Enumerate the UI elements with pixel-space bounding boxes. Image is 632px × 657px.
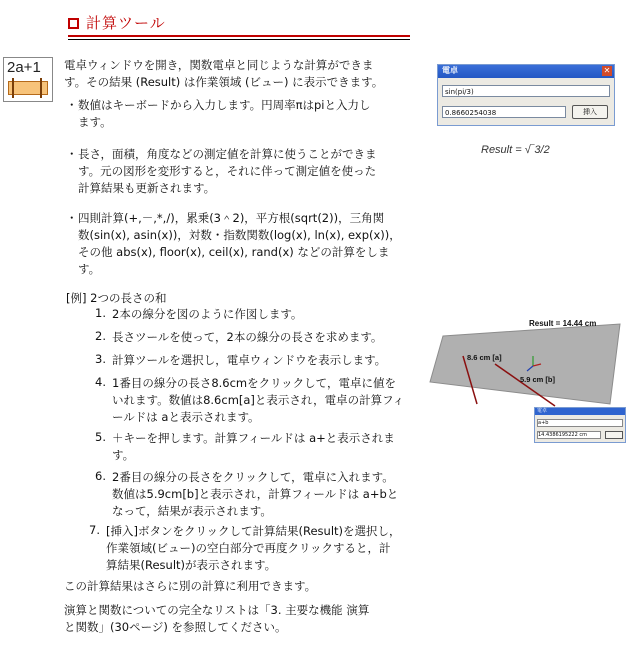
step-text bbox=[112, 375, 412, 426]
bullet-dot: ・ bbox=[66, 147, 78, 161]
tool-icon-label: 2a+1 bbox=[7, 59, 41, 76]
outro-paragraph bbox=[64, 602, 414, 636]
mini-expression-field[interactable]: a+b bbox=[537, 419, 623, 427]
segment-a-label: 8.6 cm [a] bbox=[467, 353, 502, 362]
step-line: ールドは aと表示されます。 bbox=[112, 410, 260, 424]
step-line: 作業領域(ビュー)の空白部分で再度クリックすると，計 bbox=[106, 541, 391, 555]
calculator-tool-icon bbox=[3, 57, 53, 102]
bullet-line: す。 bbox=[78, 262, 101, 276]
bullet-line: 計算結果も更新されます。 bbox=[78, 181, 216, 195]
step-line: 2本の線分を図のように作図します。 bbox=[112, 307, 303, 321]
value-field[interactable]: 0.8660254038 bbox=[442, 106, 566, 118]
bullet-line: その他 abs(x), floor(x), ceil(x), rand(x) などの計算をしま bbox=[78, 245, 390, 259]
work-plane bbox=[430, 324, 620, 404]
step-line: 数値は5.9cm[b]と表示され，計算フィールドは a+bと bbox=[112, 487, 399, 501]
outro-line: 演算と関数についての完全なリストは「3. 主要な機能 演算 bbox=[64, 603, 370, 617]
step-number: 7. bbox=[89, 523, 100, 537]
intro-line: 電卓ウィンドウを開き，関数電卓と同じような計算ができま bbox=[64, 58, 374, 72]
step-line: [挿入]ボタンをクリックして計算結果(Result)を選択し， bbox=[106, 524, 401, 538]
mini-value-field[interactable]: 14.4386195222 cm bbox=[537, 431, 601, 439]
example-heading: [例] 2つの長さの和 bbox=[66, 291, 167, 305]
checkbox-square-icon bbox=[68, 18, 79, 29]
bullet-item bbox=[78, 210, 414, 278]
slider-bar bbox=[8, 81, 48, 95]
step-text bbox=[112, 430, 412, 464]
bullet-dot: ・ bbox=[66, 98, 78, 112]
step-line: なって，結果が表示されます。 bbox=[112, 504, 272, 518]
mini-calculator-window bbox=[534, 407, 626, 443]
step-text bbox=[112, 352, 412, 369]
step-number: 4. bbox=[95, 375, 106, 389]
calculator-titlebar bbox=[438, 65, 614, 78]
bullet-line: 数(sin(x), asin(x))，対数・指数関数(log(x), ln(x), exp(x))， bbox=[78, 228, 401, 242]
step-line: 計算ツールを選択し，電卓ウィンドウを表示します。 bbox=[112, 353, 387, 367]
step-line: ＋キーを押します。計算フィールドは a+と表示されま bbox=[112, 431, 395, 445]
bullet-line: ます。 bbox=[78, 115, 112, 129]
calculator-window bbox=[437, 64, 615, 126]
figure-result-label: Result = 14.44 cm bbox=[529, 319, 597, 328]
header-rule-red bbox=[68, 35, 410, 37]
bullet-item bbox=[78, 97, 414, 131]
mini-insert-button[interactable] bbox=[605, 431, 623, 439]
bullet-item bbox=[78, 146, 414, 197]
section-header bbox=[68, 12, 410, 38]
step-number: 1. bbox=[95, 306, 106, 320]
step-line: いれます。数値は8.6cm[a]と表示され，電卓の計算フィ bbox=[112, 393, 405, 407]
step-number: 5. bbox=[95, 430, 106, 444]
step-text bbox=[106, 523, 414, 574]
expression-field[interactable]: sin(pi/3) bbox=[442, 85, 610, 97]
calculator-title: 電卓 bbox=[442, 66, 458, 75]
bullet-dot: ・ bbox=[66, 211, 78, 225]
step-number: 6. bbox=[95, 469, 106, 483]
result-equation: Result = √‾3/2 bbox=[481, 144, 550, 156]
slider-tick bbox=[40, 78, 42, 98]
step-text bbox=[112, 469, 412, 520]
step-text bbox=[112, 329, 412, 346]
close-icon[interactable]: ✕ bbox=[603, 66, 611, 75]
step-line: 2番目の線分の長さをクリックして，電卓に入れます。 bbox=[112, 470, 394, 484]
outro-paragraph bbox=[64, 578, 414, 595]
intro-paragraph bbox=[64, 57, 414, 91]
section-title: 計算ツール bbox=[86, 14, 166, 32]
segment-b-label: 5.9 cm [b] bbox=[520, 375, 556, 384]
bullet-line: 長さ，面積，角度などの測定値を計算に使うことができま bbox=[78, 147, 377, 161]
step-line: 算結果(Result)が表示されます。 bbox=[106, 558, 277, 572]
step-line: 1番目の線分の長さ8.6cmをクリックして，電卓に値を bbox=[112, 376, 396, 390]
bullet-line: 四則計算(+,－,*,/)，累乗(3＾2)，平方根(sqrt(2))，三角関 bbox=[78, 211, 385, 225]
slider-tick bbox=[12, 78, 14, 98]
header-rule-black bbox=[68, 39, 410, 40]
intro-line: す。その結果 (Result) は作業領域 (ビュー) に表示できます。 bbox=[64, 75, 384, 89]
insert-button[interactable]: 挿入 bbox=[572, 105, 608, 119]
bullet-line: す。元の図形を変形すると，それに伴って測定値を使った bbox=[78, 164, 377, 178]
step-number: 2. bbox=[95, 329, 106, 343]
mini-calculator-title: 電卓 bbox=[537, 408, 548, 414]
step-text bbox=[112, 306, 412, 323]
outro-line: と関数」(30ページ) を参照してください。 bbox=[64, 620, 287, 634]
step-number: 3. bbox=[95, 352, 106, 366]
step-line: す。 bbox=[112, 448, 135, 462]
step-line: 長さツールを使って，2本の線分の長さを求めます。 bbox=[112, 330, 383, 344]
bullet-line: 数値はキーボードから入力します。円周率πはpiと入力し bbox=[78, 98, 371, 112]
outro-line: この計算結果はさらに別の計算に利用できます。 bbox=[64, 579, 317, 593]
mini-calculator-titlebar bbox=[535, 408, 625, 415]
